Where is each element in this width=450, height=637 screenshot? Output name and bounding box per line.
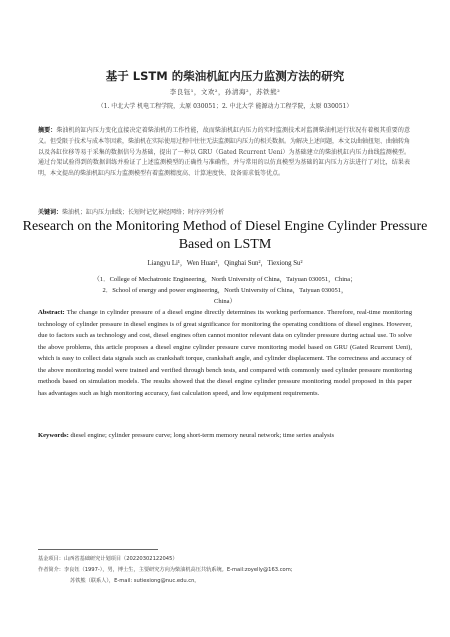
footnote-corresponding: 苏铁熊（联系人），E-mail: sutiexiong@nuc.edu.cn。: [70, 578, 200, 584]
chinese-authors: 李良钰¹，文欢²，孙清海²，苏铁熊²: [169, 88, 281, 96]
english-affiliation-3: China）: [213, 298, 237, 305]
english-abstract: [38, 307, 412, 399]
chinese-title: 基于 LSTM 的柴油机缸内压力监测方法的研究: [105, 69, 345, 83]
chinese-abstract: [38, 126, 410, 180]
chinese-keywords-label: 关键词：: [38, 209, 63, 216]
chinese-abstract-text: 柴油机的缸内压力变化直接决定着柴油机的工作性能，故而柴油机缸内压力的实时监测技术对监测柴油机运行状况有着极其重要的意义。但受限于技术与成本等因素，柴油机在实际使用过程中往往无法监测缸内压力的相关数据。为解决上述问题，本文以曲轴扭矩、曲轴转角以及各缸位移等易于采集的数据信号为基础，提出了一种以 GRU（Gated Rcurrent Ueni）为基础建立的柴油机缸内压力曲线监测模型。通过台架试验得到的数据训练并验证了上述监测模型的正确性与准确性，并与常用的以仿真模型为基础的缸内压力方法进行了对比，结果表明，本文提出的柴油机缸内压力监测模型有着监测精度高、计算速度快、设备需求低等优点。: [38, 127, 411, 178]
footnote-author-intro: 作者简介：李良钰（1997-），男，博士生，主要研究方向为柴油机高压共轨系统。E-mail:zoyelly@163.com;: [38, 567, 293, 573]
footnote-divider: [38, 549, 158, 550]
english-keywords-label: Keywords:: [38, 432, 69, 439]
footnote-fund: 基金项目：山西省基础研究计划项目（20220302122045）: [38, 556, 178, 562]
chinese-affiliation: （1. 中北大学 机电工程学院，太原 030051；2. 中北大学 能源动力工程学院，太原 030051）: [97, 103, 353, 110]
chinese-abstract-label: 摘要：: [38, 127, 57, 134]
english-authors: Liangyu Li¹，Wen Huan²，Qinghai Sun²，Tiexiong Su²: [147, 260, 303, 267]
english-abstract-label: Abstract:: [38, 309, 65, 316]
english-affiliation-2: 2．School of energy and power engineering，North University of China，Taiyuan 030051，: [102, 287, 348, 294]
chinese-keywords-text: 柴油机；缸内压力曲线；长短时记忆神经网络；时序序列分析: [62, 209, 225, 216]
english-affiliation-1: （1．College of Mechatronic Engineering，North University of China，Taiyuan 030051，China；: [93, 276, 357, 283]
english-keywords-text: diesel engine; cylinder pressure curve; long short-term memory neural network; time series analysis: [70, 432, 335, 439]
chinese-keywords: [38, 207, 410, 216]
english-keywords: [38, 432, 412, 439]
english-title: Research on the Monitoring Method of Diesel Engine Cylinder Pressure Based on LSTM: [22, 219, 428, 252]
english-abstract-text: The change in cylinder pressure of a diesel engine directly determines its working performance. Therefore, real-time monitoring technology of cylinder pressure in diesel engines is of great significance for monitoring the operating conditions of diesel engines. However, due to factors such as technology and cost, diesel engines often cannot monitor relevant data on cylinder pressure during actual use. To solve the above problems, this article proposes a diesel engine cylinder pressure curve monitoring model based on GRU (Gated Rcurrent Ueni), which is easy to collect data signals such as crankshaft torque, crankshaft angle, and cylinder displacement. The correctness and accuracy of the above monitoring model were trained and verified through bench tests, and compared with commonly used cylinder pressure monitoring methods based on simulation models. The results showed that the diesel engine cylinder pressure monitoring model proposed in this paper has advantages such as high monitoring accuracy, fast calculation speed, and low equipment requirements.: [38, 309, 413, 397]
